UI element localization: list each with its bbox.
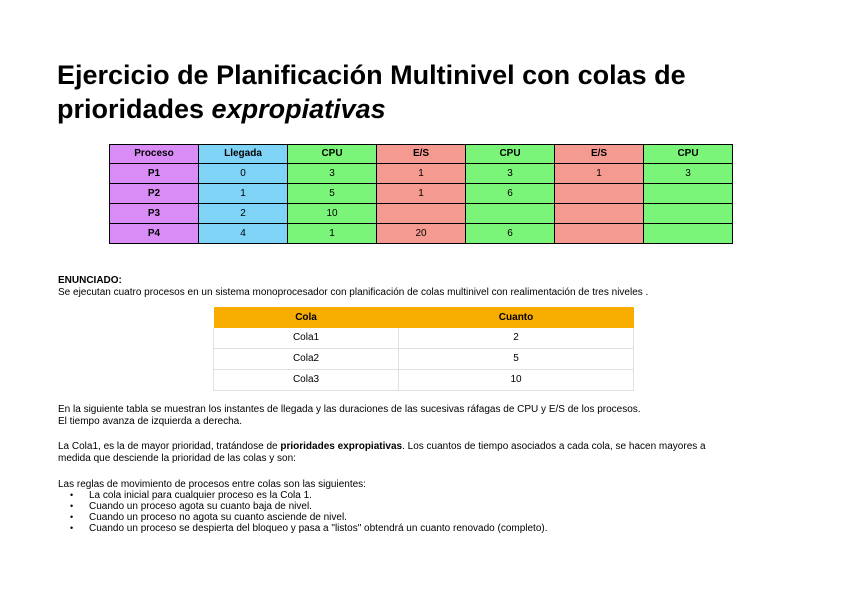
title-line-1: Ejercicio de Planificación Multinivel con colas de	[57, 60, 686, 90]
process-id: P3	[110, 204, 199, 224]
table-row	[110, 224, 733, 244]
arrival-cell: 4	[199, 224, 288, 244]
cpu-cell: 3	[288, 164, 377, 184]
enunciado-block	[58, 275, 648, 299]
arrival-cell: 1	[199, 184, 288, 204]
table-row	[214, 328, 634, 349]
paragraph-2-pre: La Cola1, es la de mayor prioridad, tratándose de	[58, 441, 281, 452]
title-emphasis: expropiativas	[211, 94, 386, 124]
quantum-value: 2	[399, 328, 634, 349]
arrival-cell: 0	[199, 164, 288, 184]
quantum-value: 10	[399, 370, 634, 391]
cpu-cell: 10	[288, 204, 377, 224]
io-cell	[555, 204, 644, 224]
paragraph-2	[58, 441, 706, 465]
rules-list	[58, 490, 548, 534]
paragraph-2-bold: prioridades expropiativas	[280, 441, 403, 452]
process-table-header	[110, 145, 733, 164]
table-row	[110, 184, 733, 204]
table-row	[214, 370, 634, 391]
queue-name: Cola3	[214, 370, 399, 391]
io-cell: 1	[377, 184, 466, 204]
io-cell: 20	[377, 224, 466, 244]
io-cell	[555, 224, 644, 244]
cpu-cell: 3	[644, 164, 733, 184]
header-es-2: E/S	[555, 145, 644, 164]
cpu-cell: 3	[466, 164, 555, 184]
queue-name: Cola1	[214, 328, 399, 349]
list-item: • Cuando un proceso se despierta del bloqueo y pasa a "listos" obtendrá un cuanto renovado (completo).	[89, 523, 548, 534]
list-item: • Cuando un proceso agota su cuanto baja de nivel.	[89, 501, 548, 512]
cpu-cell: 5	[288, 184, 377, 204]
header-cpu-2: CPU	[466, 145, 555, 164]
paragraph-2-line-2: medida que desciende la prioridad de las colas y son:	[58, 453, 296, 464]
cpu-cell: 1	[288, 224, 377, 244]
cpu-cell	[644, 184, 733, 204]
process-id: P1	[110, 164, 199, 184]
rules-block	[58, 479, 548, 534]
rules-intro: Las reglas de movimiento de procesos entre colas son las siguientes:	[58, 479, 366, 490]
quanta-table	[213, 307, 634, 391]
cpu-cell	[466, 204, 555, 224]
header-proceso: Proceso	[110, 145, 199, 164]
process-id: P2	[110, 184, 199, 204]
header-cola: Cola	[214, 307, 399, 328]
header-es-1: E/S	[377, 145, 466, 164]
list-item: • Cuando un proceso no agota su cuanto asciende de nivel.	[89, 512, 548, 523]
header-cpu-3: CPU	[644, 145, 733, 164]
table-row	[110, 164, 733, 184]
arrival-cell: 2	[199, 204, 288, 224]
paragraph-1-line-2: El tiempo avanza de izquierda a derecha.	[58, 416, 243, 427]
paragraph-1-line-1: En la siguiente tabla se muestran los instantes de llegada y las duraciones de las sucesivas ráfagas de CPU y E/S de los procesos.	[58, 404, 641, 415]
list-item: • La cola inicial para cualquier proceso es la Cola 1.	[89, 490, 548, 501]
header-cpu-1: CPU	[288, 145, 377, 164]
cpu-cell	[644, 224, 733, 244]
paragraph-1	[58, 404, 641, 428]
quantum-value: 5	[399, 349, 634, 370]
io-cell	[555, 184, 644, 204]
process-table	[109, 144, 733, 244]
cpu-cell: 6	[466, 224, 555, 244]
enunciado-label: ENUNCIADO:	[58, 275, 122, 286]
quanta-table-header	[214, 307, 634, 328]
io-cell: 1	[377, 164, 466, 184]
header-cuanto: Cuanto	[399, 307, 634, 328]
paragraph-2-post: . Los cuantos de tiempo asociados a cada cola, se hacen mayores a	[402, 441, 706, 452]
table-row	[110, 204, 733, 224]
title-line-2: prioridades	[57, 94, 212, 124]
header-llegada: Llegada	[199, 145, 288, 164]
enunciado-text: Se ejecutan cuatro procesos en un sistema monoprocesador con planificación de colas multinivel con realimentación de tres niveles .	[58, 287, 649, 298]
io-cell: 1	[555, 164, 644, 184]
page-title	[57, 58, 817, 126]
process-id: P4	[110, 224, 199, 244]
queue-name: Cola2	[214, 349, 399, 370]
cpu-cell	[644, 204, 733, 224]
io-cell	[377, 204, 466, 224]
cpu-cell: 6	[466, 184, 555, 204]
table-row	[214, 349, 634, 370]
